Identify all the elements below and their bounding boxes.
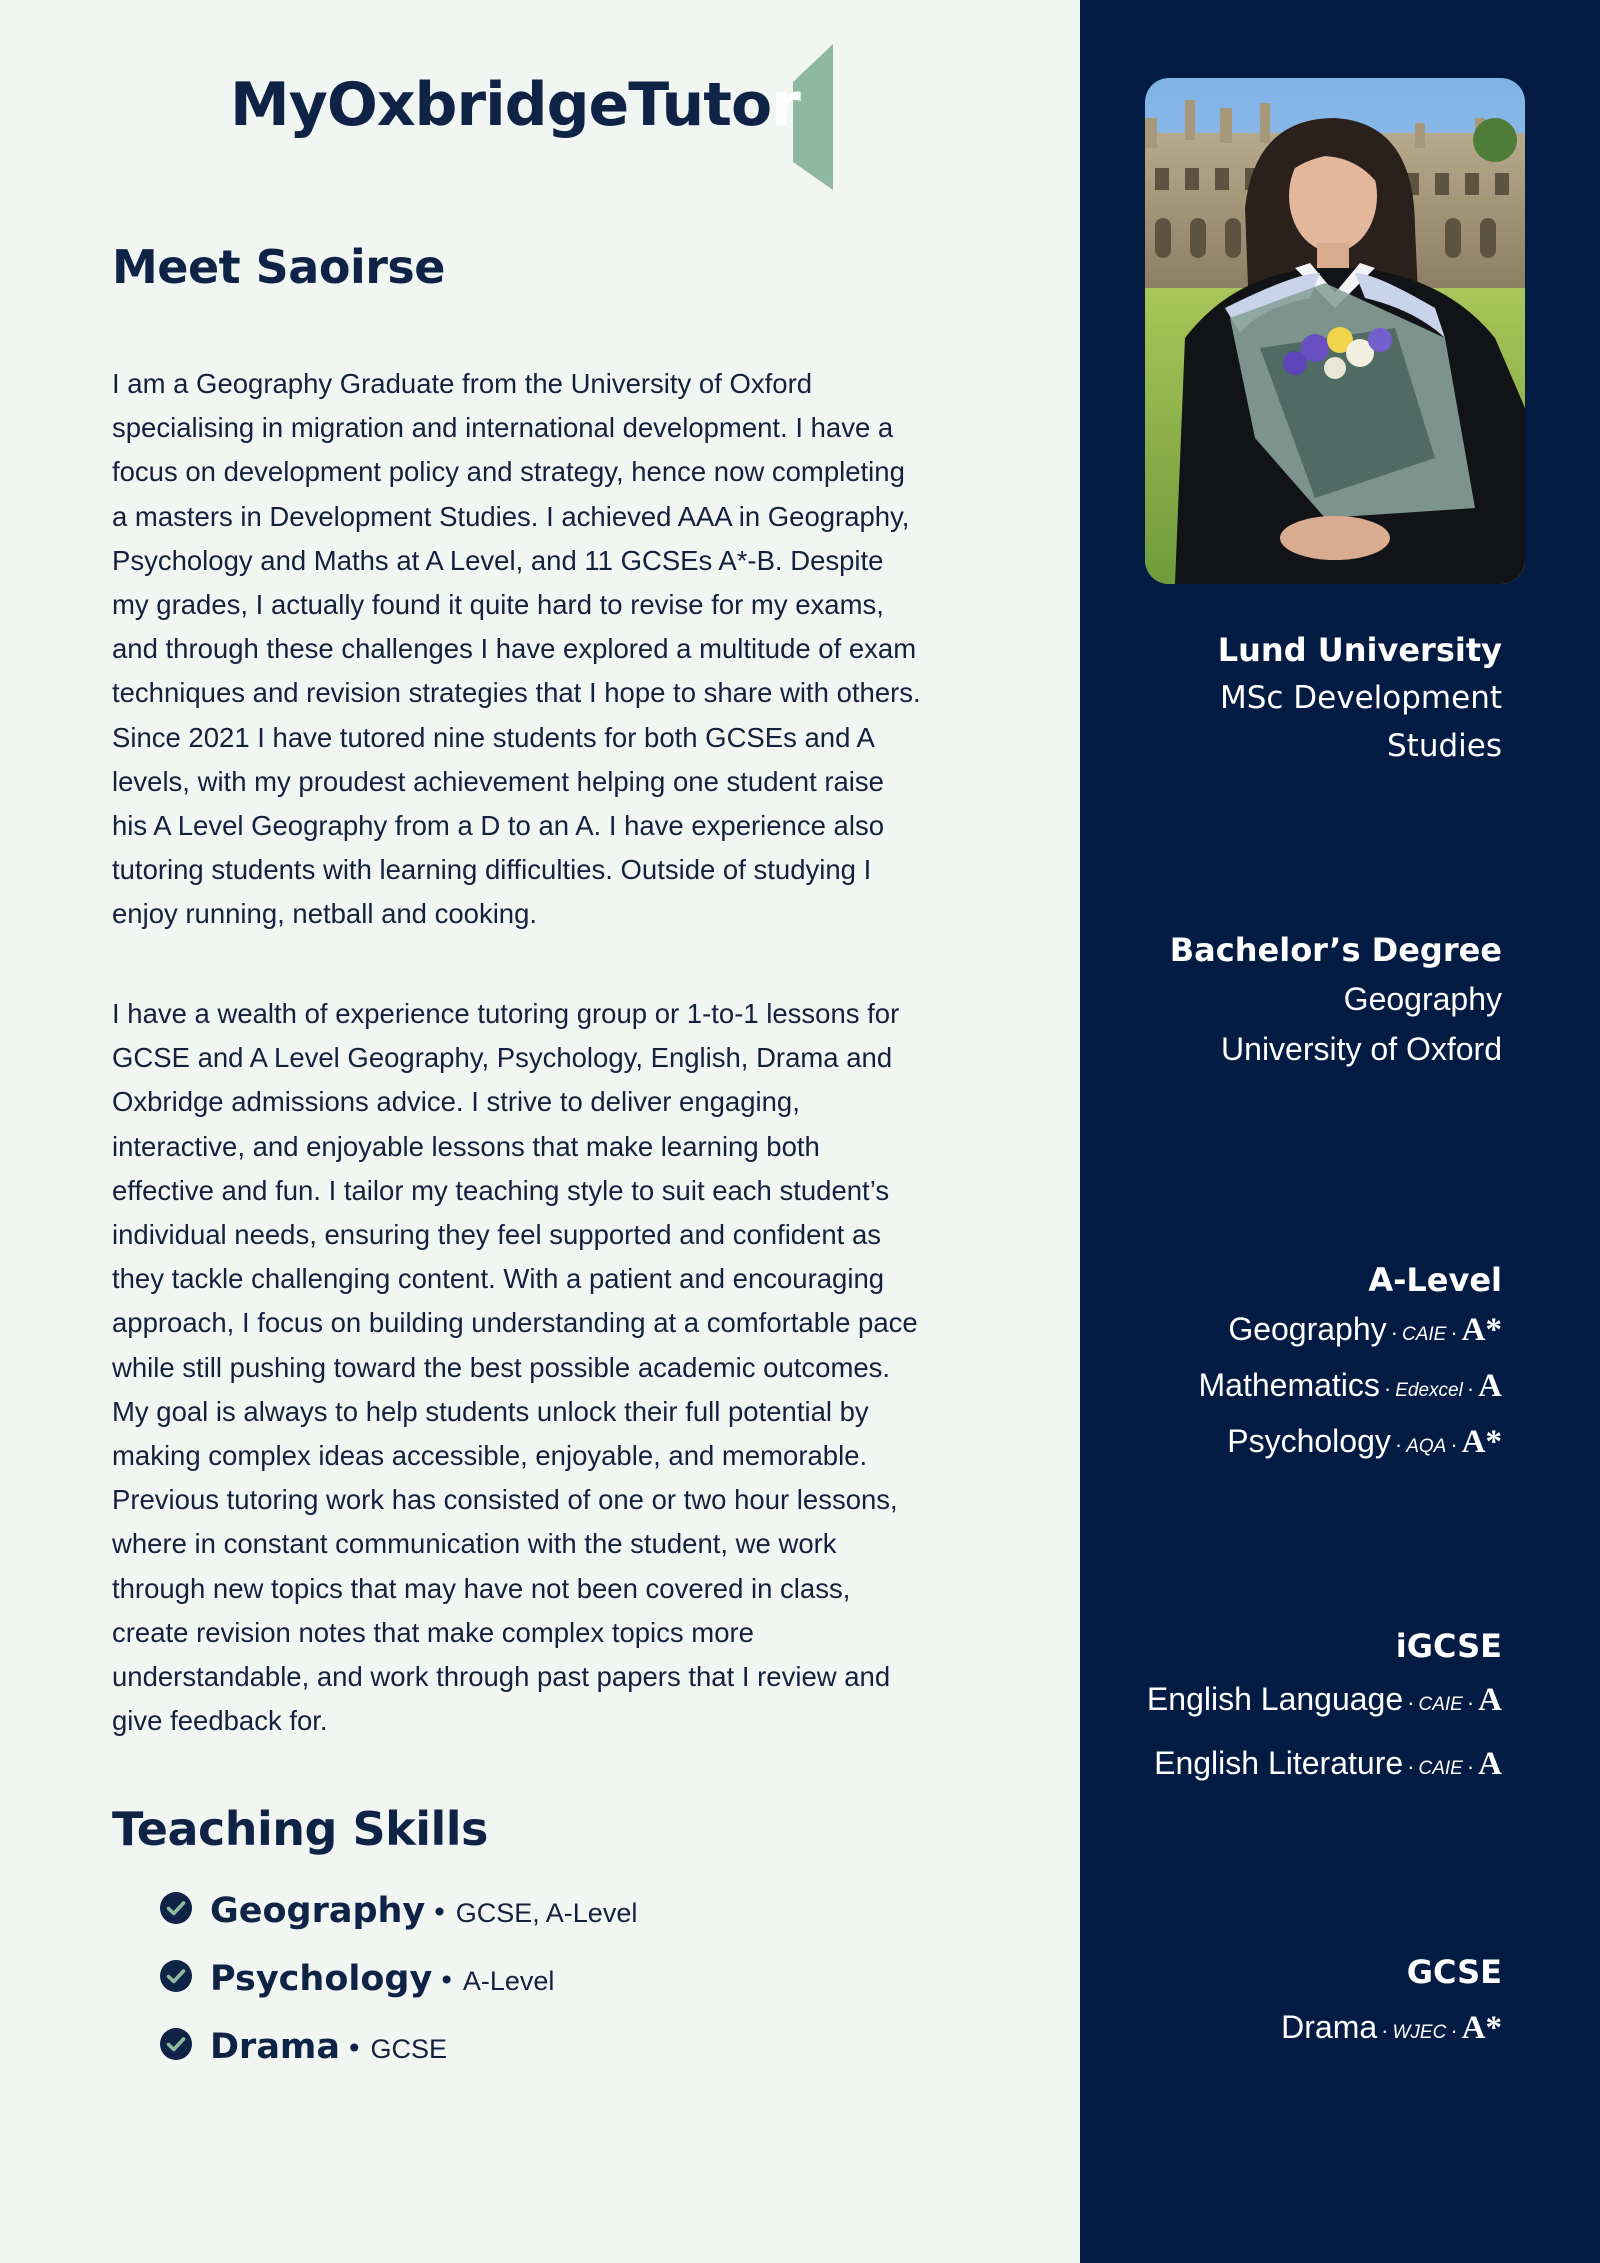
result-subject: Drama	[1281, 2009, 1378, 2045]
bachelor-credential	[1170, 926, 1502, 1074]
skill-subject: Drama	[210, 2027, 341, 2067]
credential-line: University of Oxford	[1221, 1031, 1502, 1067]
separator: ·	[1390, 1320, 1398, 1345]
credential-heading: iGCSE	[1395, 1627, 1502, 1665]
exam-board: CAIE	[1418, 1694, 1463, 1715]
logo-main-text: MyOxbridgeTuto	[230, 70, 772, 140]
separator: ·	[1407, 1754, 1415, 1779]
credential-line: MSc Development	[1219, 680, 1502, 716]
credential-heading: Lund University	[1217, 631, 1502, 669]
skill-subject: Geography	[210, 1891, 426, 1931]
result-row	[1147, 1734, 1502, 1798]
logo-last-letter: r	[771, 70, 800, 140]
separator: ·	[1407, 1690, 1415, 1715]
credential-line: Studies	[1387, 728, 1502, 764]
skill-levels: GCSE, A-Level	[455, 1898, 638, 1928]
logo-wordmark	[230, 70, 800, 140]
list-item	[160, 2026, 637, 2094]
result-subject: Mathematics	[1198, 1367, 1380, 1403]
check-circle-icon	[160, 1960, 192, 1992]
separator: ·	[1466, 1754, 1475, 1779]
separator: ·	[1450, 1432, 1458, 1457]
result-grade: A	[1478, 1746, 1502, 1782]
skill-subject: Psychology	[210, 1959, 433, 1999]
bullet-separator: •	[346, 2032, 363, 2065]
result-grade: A	[1478, 1682, 1502, 1718]
skills-list	[160, 1890, 637, 2094]
list-item	[160, 1890, 637, 1958]
exam-board: CAIE	[1401, 1324, 1447, 1345]
result-subject: Geography	[1228, 1311, 1387, 1347]
bio-paragraph: I have a wealth of experience tutoring group or 1-to-1 lessons for GCSE and A Level Geography, Psychology, English, Drama and Oxbridge admissions advice. I strive to deliver engaging, interactive, and enjoyable lessons that make learning both effective and fun. I tailor my teaching style to suit each student’s individual needs, ensuring they feel supported and confident as they tackle challenging content. With a patient and encouraging approach, I focus on building understanding at a comfortable pace while still pushing toward the best possible academic outcomes. My goal is always to help students unlock their full potential by making complex ideas accessible, enjoyable, and memorable. Previous tutoring work has consisted of one or two hour lessons, where in constant communication with the student, we work through new topics that may have not been covered in class, create revision notes that make complex topics more understandable, and work through past papers that I review and give feedback for.	[112, 998, 918, 1737]
skills-title: Teaching Skills	[112, 1802, 488, 1856]
result-row	[1199, 1360, 1503, 1416]
separator: ·	[1450, 2018, 1458, 2043]
separator: ·	[1450, 1320, 1458, 1345]
exam-board: WJEC	[1392, 2022, 1447, 2043]
separator: ·	[1383, 1376, 1392, 1401]
igcse-results	[1147, 1622, 1502, 1798]
bullet-separator: •	[438, 1964, 455, 1997]
result-row	[1199, 1304, 1503, 1360]
credential-heading: A-Level	[1368, 1261, 1502, 1299]
tutor-photo	[1145, 78, 1525, 584]
page-title: Meet Saoirse	[112, 240, 445, 294]
result-grade: A*	[1461, 1312, 1502, 1348]
a-level-results	[1199, 1256, 1503, 1472]
list-item	[160, 1958, 637, 2026]
separator: ·	[1466, 1690, 1475, 1715]
result-grade: A	[1478, 1368, 1502, 1404]
skill-levels: GCSE	[370, 2034, 448, 2064]
result-row	[1281, 1996, 1502, 2064]
result-subject: English Literature	[1154, 1745, 1404, 1781]
result-grade: A*	[1461, 2010, 1502, 2046]
skill-levels: A-Level	[462, 1966, 555, 1996]
result-subject: English Language	[1146, 1681, 1404, 1717]
gcse-results	[1281, 1948, 1502, 2064]
separator: ·	[1381, 2018, 1389, 2043]
exam-board: CAIE	[1418, 1758, 1463, 1779]
masters-credential	[1218, 626, 1502, 770]
check-circle-icon	[160, 1892, 192, 1924]
credential-line: Geography	[1343, 981, 1502, 1017]
result-row	[1199, 1416, 1503, 1472]
separator: ·	[1394, 1432, 1403, 1457]
credential-heading: GCSE	[1406, 1953, 1502, 1991]
exam-board: AQA	[1406, 1436, 1447, 1457]
bullet-separator: •	[431, 1896, 448, 1929]
credentials-sidebar	[1080, 0, 1600, 2263]
result-subject: Psychology	[1227, 1423, 1391, 1459]
result-grade: A*	[1461, 1424, 1502, 1460]
graduation-photo-image	[1145, 78, 1525, 584]
exam-board: Edexcel	[1395, 1380, 1463, 1401]
bio-paragraph: I am a Geography Graduate from the University of Oxford specialising in migration and international development. I have a focus on development policy and strategy, hence now completing a masters in Development Studies. I achieved AAA in Geography, Psychology and Maths at A Level, and 11 GCSEs A*-B. Despite my grades, I actually found it quite hard to revise for my exams, and through these challenges I have explored a multitude of exam techniques and revision strategies that I hope to share with others. Since 2021 I have tutored nine students for both GCSEs and A levels, with my proudest achievement helping one student raise his A Level Geography from a D to an A. I have experience also tutoring students with learning difficulties. Outside of studying I enjoy running, netball and cooking.	[112, 368, 921, 930]
separator: ·	[1466, 1376, 1475, 1401]
result-row	[1147, 1670, 1502, 1734]
credential-heading: Bachelor’s Degree	[1169, 931, 1502, 969]
brand-logo	[230, 40, 840, 190]
check-circle-icon	[160, 2028, 192, 2060]
